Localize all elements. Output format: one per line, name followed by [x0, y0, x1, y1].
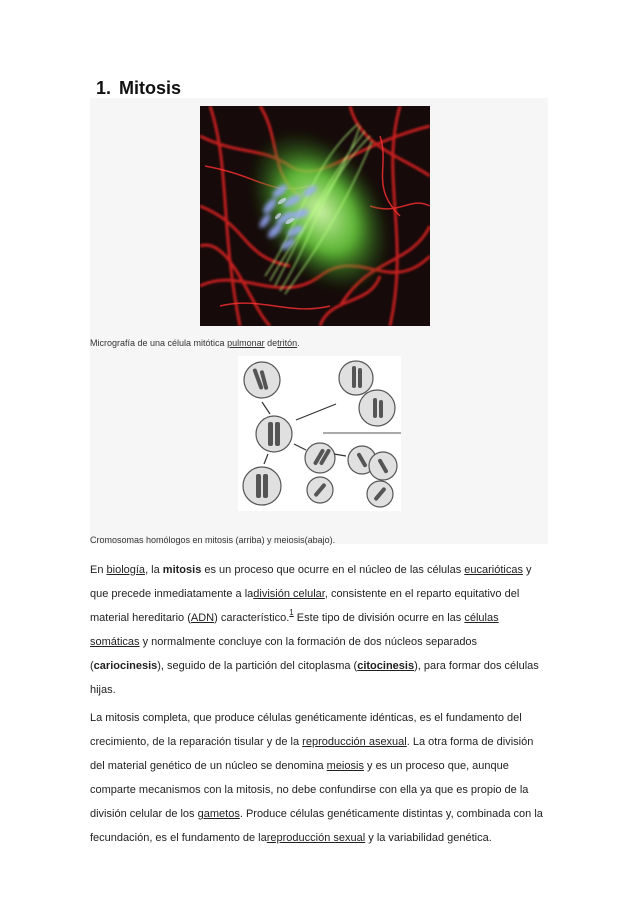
micrograph-caption	[90, 338, 300, 348]
link-biologia[interactable]: biología	[106, 564, 146, 576]
link-citocinesis[interactable]: citocinesis	[357, 660, 415, 672]
text: y es un proceso que, aunque comparte mecanismos con la mitosis, no debe confundirse con ella ya que es propio de la división celular de los	[90, 760, 529, 820]
text: y la variabilidad genética.	[365, 832, 492, 844]
chromosome-diagram-graphic	[238, 356, 401, 511]
link-gametos[interactable]: gametos	[197, 808, 240, 820]
link-reproduccion-sexual[interactable]: reproducción sexual	[266, 832, 366, 844]
article-body	[90, 558, 550, 854]
link-triton[interactable]: tritón	[277, 338, 298, 348]
text: Este tipo de división ocurre en las	[293, 612, 465, 624]
heading-number: 1.	[96, 78, 112, 98]
term-mitosis: mitosis	[162, 564, 202, 576]
caption-text: .	[297, 338, 300, 348]
paragraph-1	[90, 558, 550, 702]
text: y que precede inmediatamente a la	[90, 564, 532, 600]
chromosome-diagram-image	[238, 356, 401, 511]
heading-text: Mitosis	[119, 78, 182, 98]
link-eucarioticas[interactable]: eucarióticas	[464, 564, 523, 576]
section-heading	[96, 78, 181, 99]
caption-text: Micrografía de una célula mitótica	[90, 338, 228, 348]
text: En	[90, 564, 107, 576]
caption-text: de	[264, 338, 278, 348]
text: , consistente en el reparto equitativo del material hereditario (	[90, 588, 520, 624]
term-cariocinesis: cariocinesis	[93, 660, 158, 672]
footnote-link[interactable]: 1	[289, 608, 294, 617]
link-division-celular[interactable]: división celular	[253, 588, 325, 600]
link-reproduccion-asexual[interactable]: reproducción asexual	[302, 736, 407, 748]
text: ) característico.	[214, 612, 290, 624]
text: La mitosis completa, que produce células genéticamente idénticas, es el fundamento del crecimiento, de la reparación tisular y de la	[90, 712, 522, 748]
text: y normalmente concluye con la formación de dos núcleos separados (	[90, 636, 478, 672]
diagram-caption: Cromosomas homólogos en mitosis (arriba) y meiosis(abajo).	[90, 535, 336, 545]
mitosis-micrograph-image	[200, 106, 430, 326]
micrograph-graphic	[200, 106, 430, 326]
link-celulas-somaticas[interactable]: células somáticas	[90, 612, 499, 648]
text: es un proceso que ocurre en el núcleo de las células	[201, 564, 465, 576]
text: ), seguido de la partición del citoplasma (	[157, 660, 358, 672]
figure-panel	[90, 98, 548, 544]
text: . La otra forma de división del material genético de un núcleo se denomina	[90, 736, 534, 772]
text: ), para formar dos células hijas.	[90, 660, 539, 696]
paragraph-2	[90, 706, 550, 850]
text: , la	[145, 564, 163, 576]
link-adn[interactable]: ADN	[190, 612, 215, 624]
text: . Produce células genéticamente distintas y, combinada con la fecundación, es el fundamento de la	[90, 808, 543, 844]
link-pulmonar[interactable]: pulmonar	[227, 338, 265, 348]
link-meiosis[interactable]: meiosis	[326, 760, 364, 772]
